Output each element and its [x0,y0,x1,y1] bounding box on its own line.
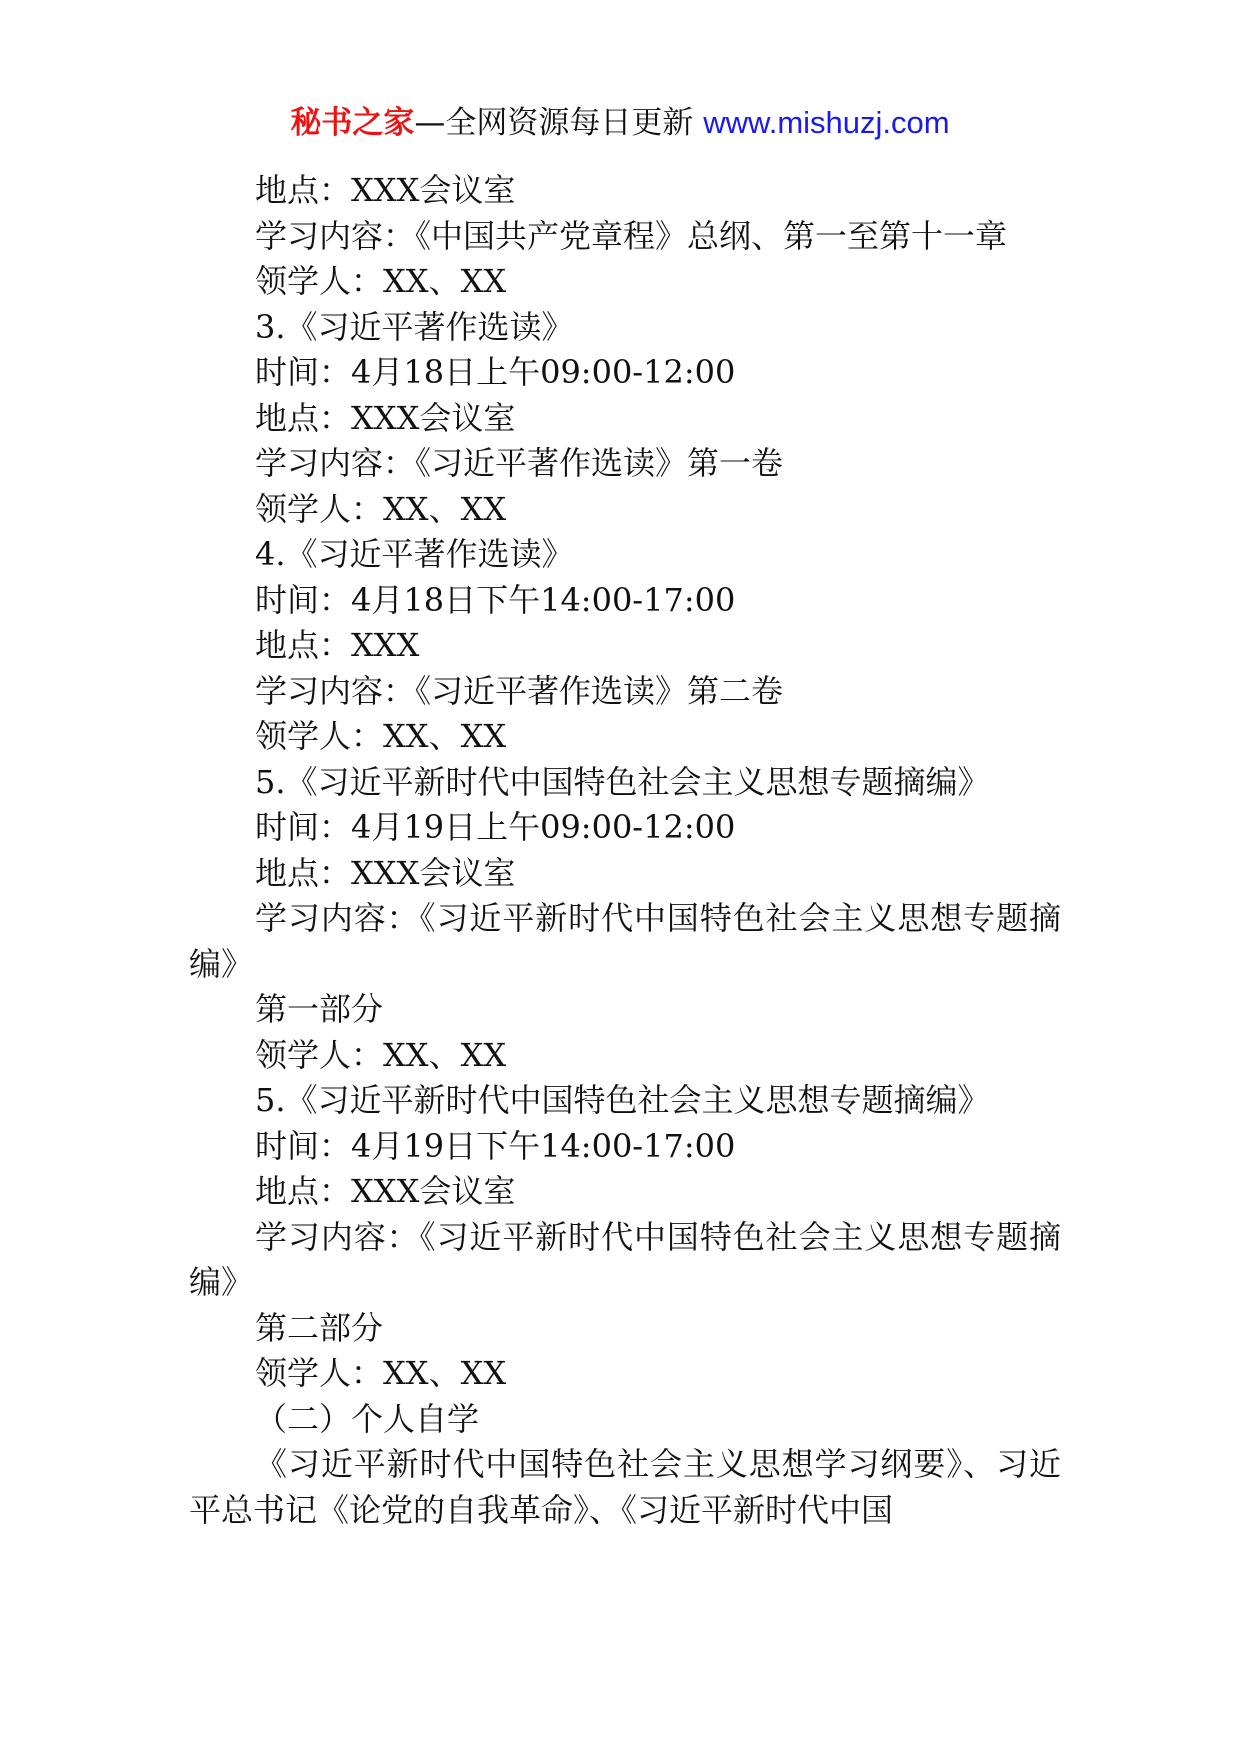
paragraph: 《习近平新时代中国特色社会主义思想学习纲要》、习近平总书记《论党的自我革命》、《习近平新时代中国 [189,1445,1061,1529]
paragraph: 第一部分 [255,990,384,1028]
paragraph: 5.《习近平新时代中国特色社会主义思想专题摘编》 [255,1081,990,1119]
paragraph: 3.《习近平著作选读》 [255,307,574,346]
paragraph: 时间：4月18日下午14:00-17:00 [255,580,736,619]
paragraph: 地点：XXX会议室 [255,853,516,892]
paragraph: 时间：4月19日下午14:00-17:00 [255,1126,736,1165]
header-tagline: —全网资源每日更新 [414,105,704,141]
paragraph: 学习内容：《习近平新时代中国特色社会主义思想专题摘编》 [189,899,1061,983]
brand-name: 秘书之家 [290,105,415,141]
paragraph: 领学人：XX、XX [255,717,507,755]
document-body [189,168,1061,1533]
paragraph: 学习内容：《习近平著作选读》第二卷 [255,671,784,710]
paragraph: 第二部分 [255,1308,384,1347]
paragraph: 时间：4月18日上午09:00-12:00 [255,353,736,391]
paragraph: 领学人：XX、XX [255,489,507,528]
paragraph: 学习内容：《习近平著作选读》第一卷 [255,444,784,482]
paragraph: 领学人：XX、XX [255,1035,507,1074]
paragraph: 领学人：XX、XX [255,1354,507,1392]
paragraph: 地点：XXX [255,626,420,664]
page-header [0,100,1240,146]
paragraph: 地点：XXX会议室 [255,1172,516,1210]
paragraph: 学习内容：《中国共产党章程》总纲、第一至第十一章 [255,216,1008,255]
site-url-link[interactable]: www.mishuzj.com [703,105,950,140]
paragraph: 5.《习近平新时代中国特色社会主义思想专题摘编》 [255,762,990,801]
paragraph: 领学人：XX、XX [255,262,507,300]
paragraph: 4.《习近平著作选读》 [255,535,574,573]
paragraph: 时间：4月19日上午09:00-12:00 [255,808,736,846]
paragraph: （二）个人自学 [255,1399,480,1438]
paragraph: 学习内容：《习近平新时代中国特色社会主义思想专题摘编》 [189,1217,1061,1301]
paragraph: 地点：XXX会议室 [255,171,516,209]
paragraph: 地点：XXX会议室 [255,398,516,437]
